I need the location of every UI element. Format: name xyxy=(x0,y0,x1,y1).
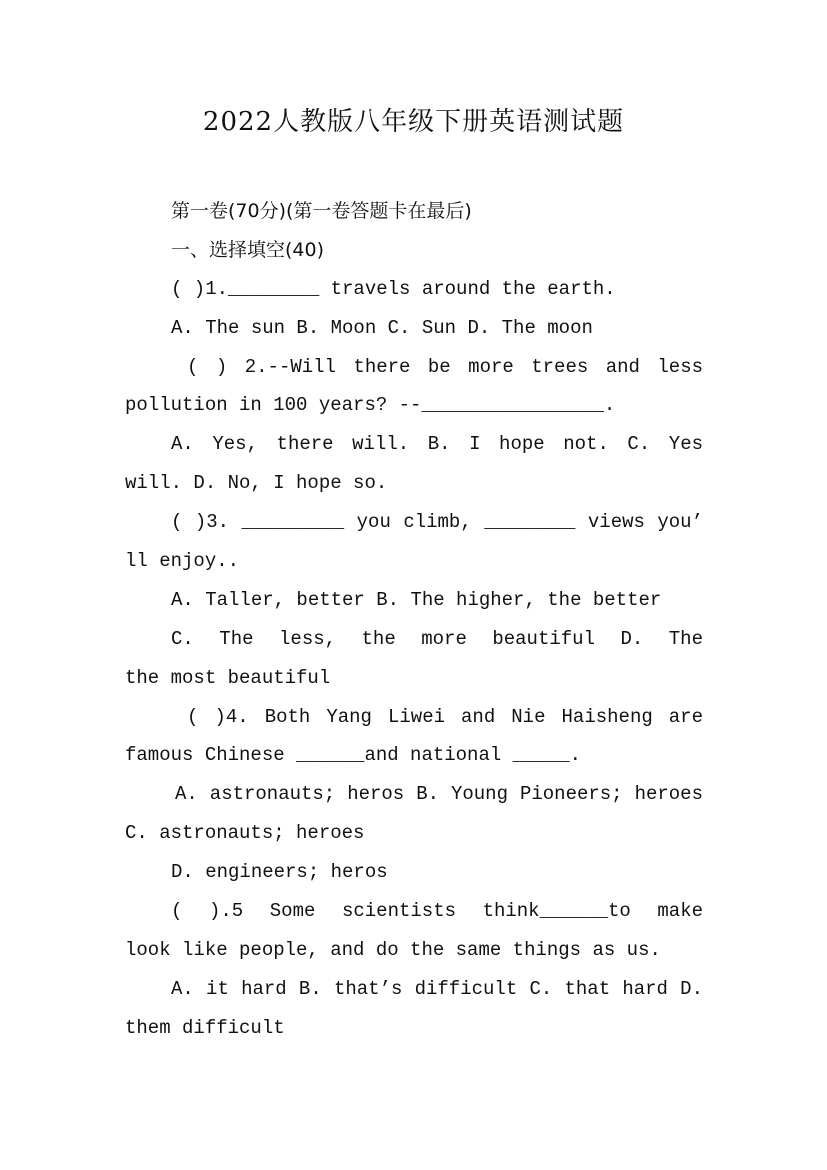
question-5: ( ).5 Some scientists think______to make xyxy=(171,900,703,923)
question-2-options-cont: will. D. No, I hope so. xyxy=(125,472,388,495)
question-5-options: A. it hard B. that’s difficult C. that hard D. xyxy=(171,977,703,1000)
question-1: ( )1.________ travels around the earth. xyxy=(171,277,616,300)
question-3: ( )3. _________ you climb, ________ views you’ xyxy=(171,511,703,534)
question-4-options: A. astronauts; heros B. Young Pioneers; heroes xyxy=(175,783,703,806)
section-heading: 第一卷(70分)(第一卷答题卡在最后) xyxy=(171,200,472,222)
question-2-options: A. Yes, there will. B. I hope not. C. Yes xyxy=(171,433,703,456)
question-4: ( )4. Both Yang Liwei and Nie Haisheng are xyxy=(187,705,703,728)
question-3-cont: ll enjoy.. xyxy=(125,550,240,573)
question-2: ( ) 2.--Will there be more trees and less xyxy=(187,355,703,378)
question-3-options-cont: C. The less, the more beautiful D. The xyxy=(171,627,703,650)
question-3-options-end: the most beautiful xyxy=(125,666,331,689)
question-5-options-cont: them difficult xyxy=(125,1016,285,1039)
question-4-options-cont: C. astronauts; heroes xyxy=(125,822,365,845)
question-3-options: A. Taller, better B. The higher, the better xyxy=(171,588,662,611)
part-heading: 一、选择填空(40) xyxy=(171,238,325,261)
question-4-cont: famous Chinese ______and national _____. xyxy=(125,744,582,767)
question-4-options-end: D. engineers; heros xyxy=(171,861,388,884)
document-title: 2022人教版八年级下册英语测试题 xyxy=(202,107,625,137)
document-body xyxy=(125,192,703,1048)
question-2-cont: pollution in 100 years? --________________. xyxy=(125,394,616,417)
question-1-options: A. The sun B. Moon C. Sun D. The moon xyxy=(171,316,593,339)
question-5-cont: look like people, and do the same things as us. xyxy=(125,938,661,961)
